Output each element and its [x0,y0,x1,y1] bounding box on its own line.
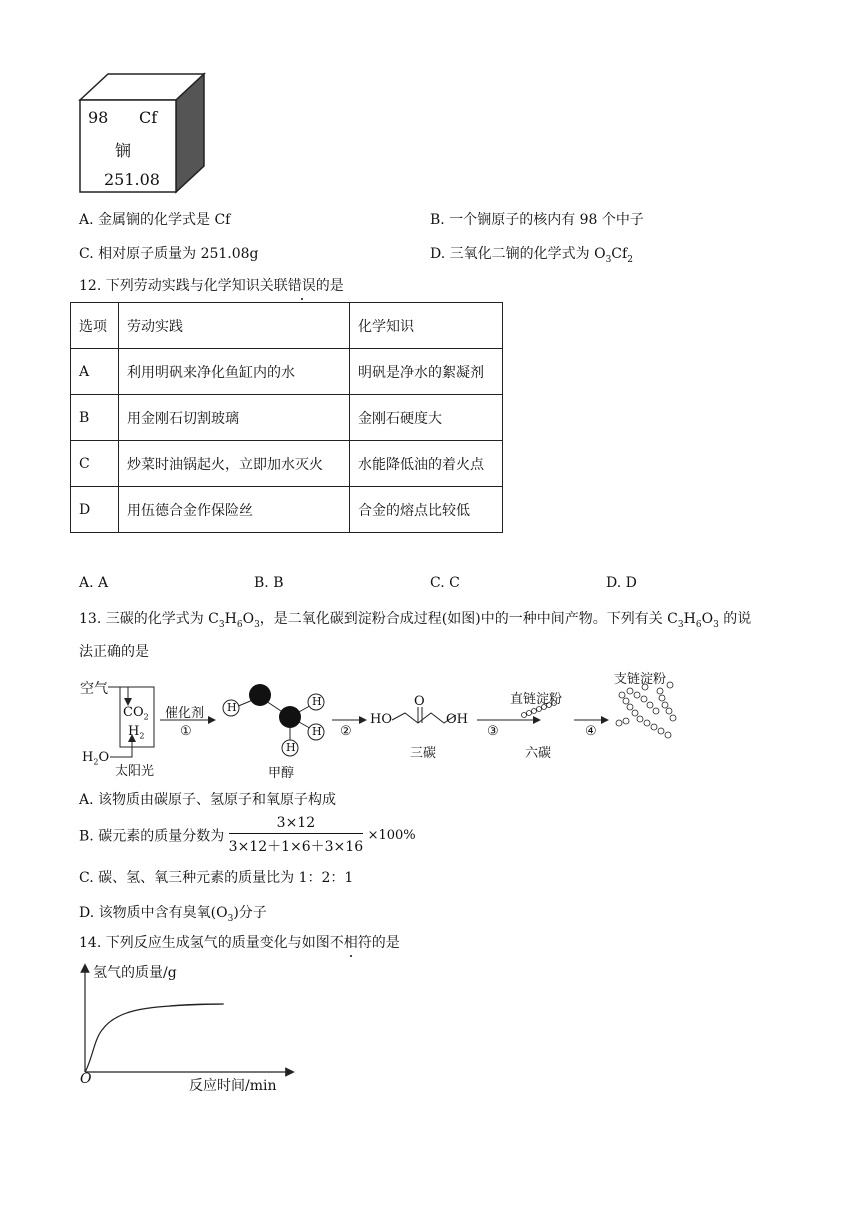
label-h2: $H_2$ [128,724,145,741]
mass-fraction: $\frac{3\times 12}{3\times 12+1\times 6+3\times 16}$ [228,815,364,855]
table-header: 选项 [71,303,119,349]
q13-stem-line1: 13. 三碳的化学式为 $C_3H_6O_3$，是二氧化碳到淀粉合成过程(如图)中的一种中间产物。下列有关 $C_3H_6O_3$ 的说 [79,611,752,630]
q13-option-c: C. 碳、氢、氧三种元素的质量比为 1：2：1 [79,870,354,886]
q13-option-b: B. 碳元素的质量分数为 $\frac{3\times 12}{3\times 12+1\times 6+3\times 16}$ ×100% [79,815,416,855]
element-name: 锎 [115,141,132,160]
table-row [71,487,503,533]
label-linear-starch: 直链淀粉 [510,692,563,707]
table-cell: 用伍德合金作保险丝 [119,487,350,533]
q12-option-a: A. A [79,575,109,591]
q12-option-d: D. D [606,575,637,591]
q13-stem-line2: 法正确的是 [79,644,149,660]
table-cell: A [71,349,119,395]
label-ho: HO [370,712,392,727]
q11-option-b: B. 一个锎原子的核内有 98 个中子 [430,212,644,228]
step-1-marker: ① [180,724,192,739]
q12-option-c: C. C [430,575,460,591]
atom-h-bottom: H [286,741,296,754]
step-3-marker: ③ [487,724,499,739]
table-cell: C [71,441,119,487]
q12-option-b: B. B [254,575,284,591]
atomic-mass: 251.08 [104,170,160,189]
label-tricarbon: 三碳 [410,746,437,761]
step-2-marker: ② [340,724,352,739]
table-header: 劳动实践 [119,303,350,349]
table-cell: 用金刚石切割玻璃 [119,395,350,441]
label-air: 空气 [80,681,108,697]
label-branched-starch: 支链淀粉 [614,672,667,687]
q11-option-c: C. 相对原子质量为 251.08g [79,246,259,262]
step-4-marker: ④ [585,724,597,739]
x-axis-label: 反应时间/min [189,1078,277,1094]
label-hexacarbon: 六碳 [525,746,552,761]
table-cell: 明矾是净水的絮凝剂 [350,349,503,395]
label-oh: OH [446,712,468,727]
table-cell: 利用明矾来净化鱼缸内的水 [119,349,350,395]
atom-h-right-top: H [312,695,322,708]
table-cell: 炒菜时油锅起火，立即加水灭火 [119,441,350,487]
table-header-row [71,303,503,349]
table-cell: 合金的熔点比较低 [350,487,503,533]
table-cell: D [71,487,119,533]
element-symbol: Cf [139,108,158,127]
table-row [71,441,503,487]
label-o: O [414,694,425,709]
label-sunlight: 太阳光 [115,764,155,779]
table-row [71,395,503,441]
y-axis-label: 氢气的质量/g [93,965,177,981]
label-catalyst: 催化剂 [165,706,205,721]
atom-h-left: H [227,701,237,714]
q14-stem: 14. 下列反应生成氢气的质量变化与如图不相符的是 [79,935,400,951]
q12-stem: 12. 下列劳动实践与化学知识关联错误的是 [79,278,344,294]
label-h2o: $H_2O$ [82,750,110,767]
table-cell: B [71,395,119,441]
hydrogen-curve [85,1004,223,1072]
q13-option-d: D. 该物质中含有臭氧$(O_3)$分子 [79,905,267,924]
atomic-number: 98 [88,108,109,127]
label-methanol: 甲醇 [268,766,295,781]
q13-option-a: A. 该物质由碳原子、氢原子和氧原子构成 [79,792,337,808]
table-cell: 水能降低油的着火点 [350,441,503,487]
origin-label: O [80,1071,92,1087]
table-header: 化学知识 [350,303,503,349]
atom-h-right-bottom: H [312,725,322,738]
label-co2: $CO_2$ [123,705,149,722]
q11-option-a: A. 金属锎的化学式是 Cf [79,212,231,228]
q11-option-d: D. 三氧化二锎的化学式为 $O_3Cf_2$ [430,246,633,265]
q12-table [70,302,503,533]
table-row [71,349,503,395]
table-cell: 金刚石硬度大 [350,395,503,441]
